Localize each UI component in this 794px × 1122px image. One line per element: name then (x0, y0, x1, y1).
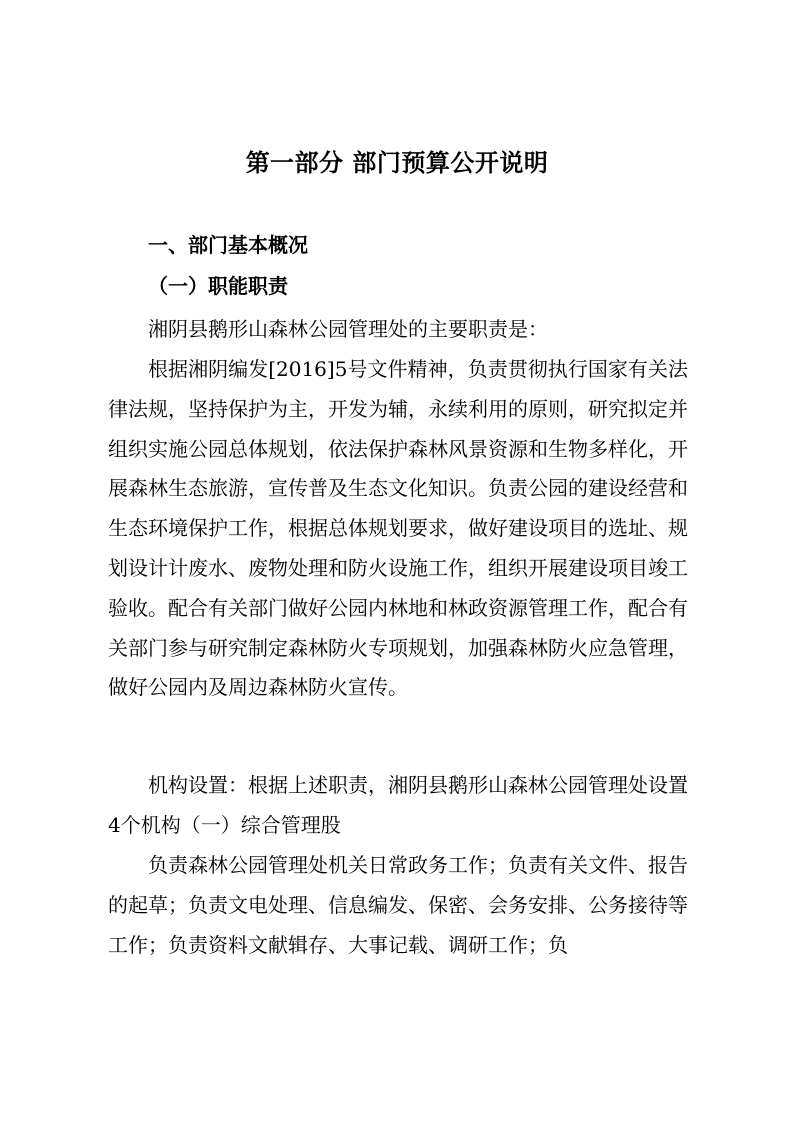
subsection-heading: （一）职能职责 (148, 274, 288, 298)
paragraph-organization-block (108, 766, 688, 846)
page-title: 第一部分 部门预算公开说明 (245, 149, 549, 177)
paragraph-intro: 湘阴县鹅形山森林公园管理处的主要职责是： (148, 317, 548, 341)
paragraph-organization: 机构设置：根据上述职责，湘阴县鹅形山森林公园管理处设置4个机构（一）综合管理股 (108, 773, 688, 837)
paragraph-duties-block (108, 350, 688, 708)
paragraph-intro-block (108, 310, 688, 350)
paragraph-general-management: 负责森林公园管理处机关日常政务工作；负责有关文件、报告的起草；负责文电处理、信息编发、保密、会务安排、公务接待等工作；负责资料文献辑存、大事记载、调研工作；负 (108, 853, 688, 957)
paragraph-general-management-block (108, 846, 688, 965)
section-heading: 一、部门基本概况 (148, 233, 308, 257)
paragraph-duties: 根据湘阴编发[2016]5号文件精神，负责贯彻执行国家有关法律法规，坚持保护为主，开发为辅，永续利用的原则，研究拟定并组织实施公园总体规划，依法保护森林风景资源和生物多样化，开展森林生态旅游，宣传普及生态文化知识。负责公园的建设经营和生态环境保护工作，根据总体规划要求，做好建设项目的选址、规划设计计废水、废物处理和防火设施工作，组织开展建设项目竣工验收。配合有关部门做好公园内林地和林政资源管理工作，配合有关部门参与研究制定森林防火专项规划，加强森林防火应急管理，做好公园内及周边森林防火宣传。 (108, 357, 688, 700)
